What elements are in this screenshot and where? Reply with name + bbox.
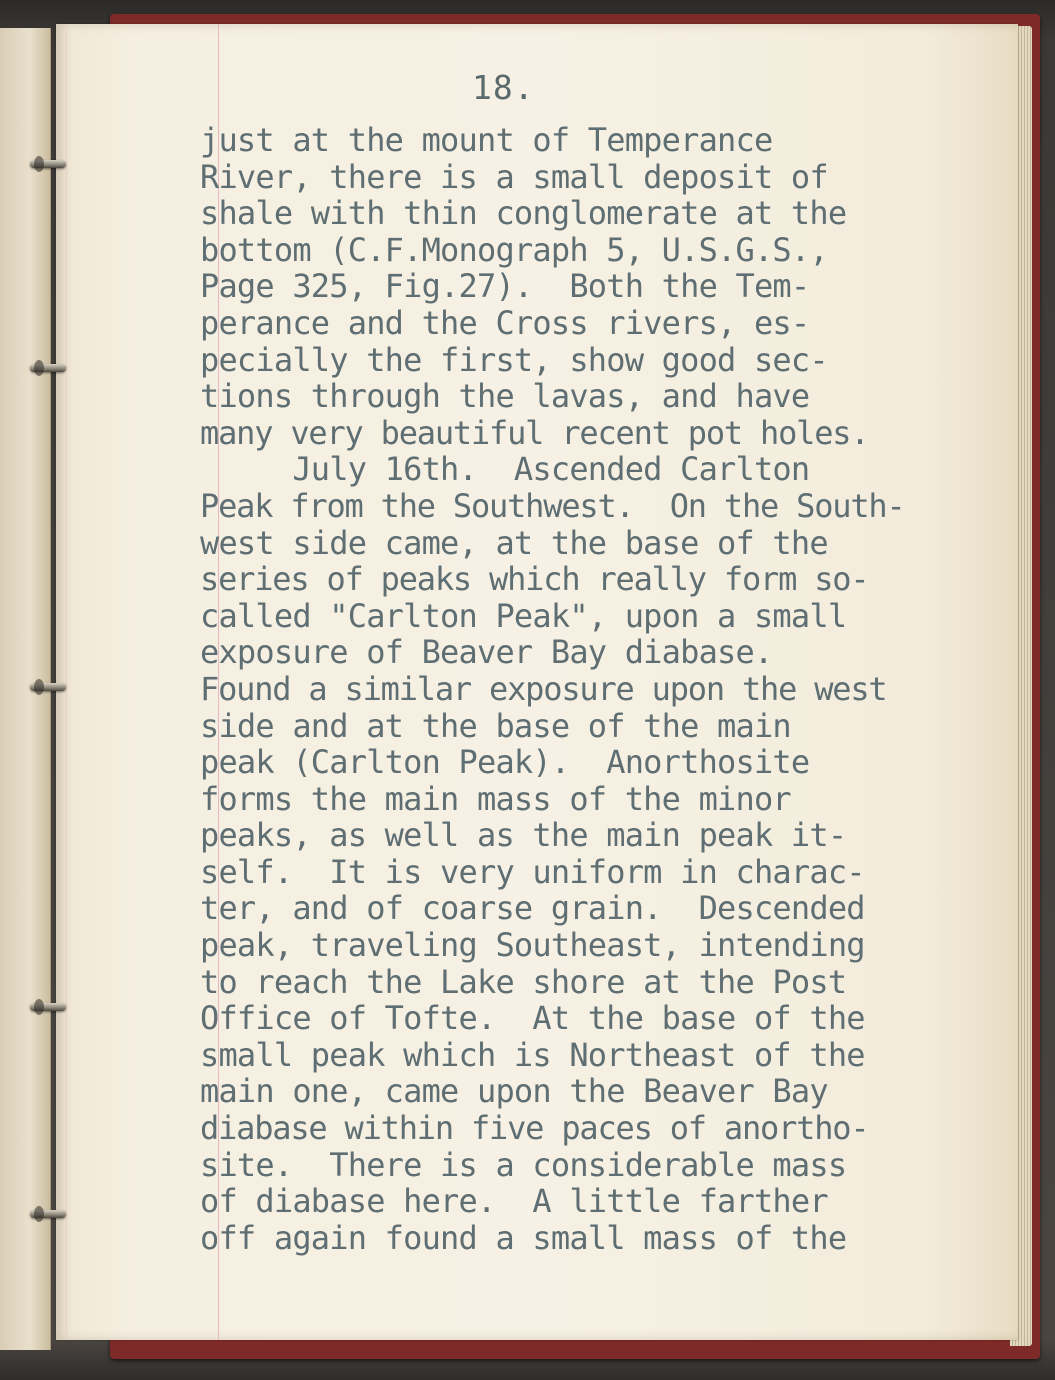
text-line: of diabase here. A little farther xyxy=(200,1182,828,1221)
binder-ring-1 xyxy=(30,160,66,168)
text-line: Peak from the Southwest. On the South- xyxy=(200,486,905,525)
text-line: series of peaks which really form so- xyxy=(200,560,869,599)
text-line: peaks, as well as the main peak it- xyxy=(200,816,847,855)
binding-rule xyxy=(66,24,67,1340)
text-line: tions through the lavas, and have xyxy=(200,377,810,416)
text-line: peak, traveling Southeast, intending xyxy=(200,926,865,965)
text-line: diabase within five paces of anortho- xyxy=(200,1109,869,1148)
text-line: ter, and of coarse grain. Descended xyxy=(200,889,865,928)
binder-ring-4 xyxy=(30,1003,66,1011)
text-line: main one, came upon the Beaver Bay xyxy=(200,1072,828,1111)
text-line: Page 325, Fig.27). Both the Tem- xyxy=(200,267,810,306)
text-line: off again found a small mass of the xyxy=(200,1218,847,1257)
binder-ring-5 xyxy=(30,1210,66,1218)
text-line: side and at the base of the main xyxy=(200,706,791,745)
text-line: July 16th. Ascended Carlton xyxy=(200,450,810,489)
binder-ring-3 xyxy=(30,683,66,691)
text-line: bottom (C.F.Monograph 5, U.S.G.S., xyxy=(200,230,828,269)
text-line: Found a similar exposure upon the west xyxy=(200,669,887,708)
binder-ring-2 xyxy=(30,364,66,372)
text-line: many very beautiful recent pot holes. xyxy=(200,413,869,452)
text-line: west side came, at the base of the xyxy=(200,523,828,562)
text-line: peak (Carlton Peak). Anorthosite xyxy=(200,743,810,782)
text-line: just at the mount of Temperance xyxy=(200,121,773,159)
text-line: self. It is very uniform in charac- xyxy=(200,852,865,891)
page-number: 18. xyxy=(472,68,535,107)
text-line: River, there is a small deposit of xyxy=(200,157,828,196)
text-line: pecially the first, show good sec- xyxy=(200,340,828,379)
text-line: Office of Tofte. At the base of the xyxy=(200,999,865,1038)
text-line: small peak which is Northeast of the xyxy=(200,1035,865,1074)
text-line: forms the main mass of the minor xyxy=(200,779,791,818)
text-line: exposure of Beaver Bay diabase. xyxy=(200,633,773,672)
text-line: shale with thin conglomerate at the xyxy=(200,194,847,233)
text-line: to reach the Lake shore at the Post xyxy=(200,962,847,1001)
text-line: perance and the Cross rivers, es- xyxy=(200,303,810,342)
text-line: site. There is a considerable mass xyxy=(200,1145,847,1184)
text-line: called "Carlton Peak", upon a small xyxy=(200,596,847,635)
typed-text xyxy=(200,122,960,1256)
